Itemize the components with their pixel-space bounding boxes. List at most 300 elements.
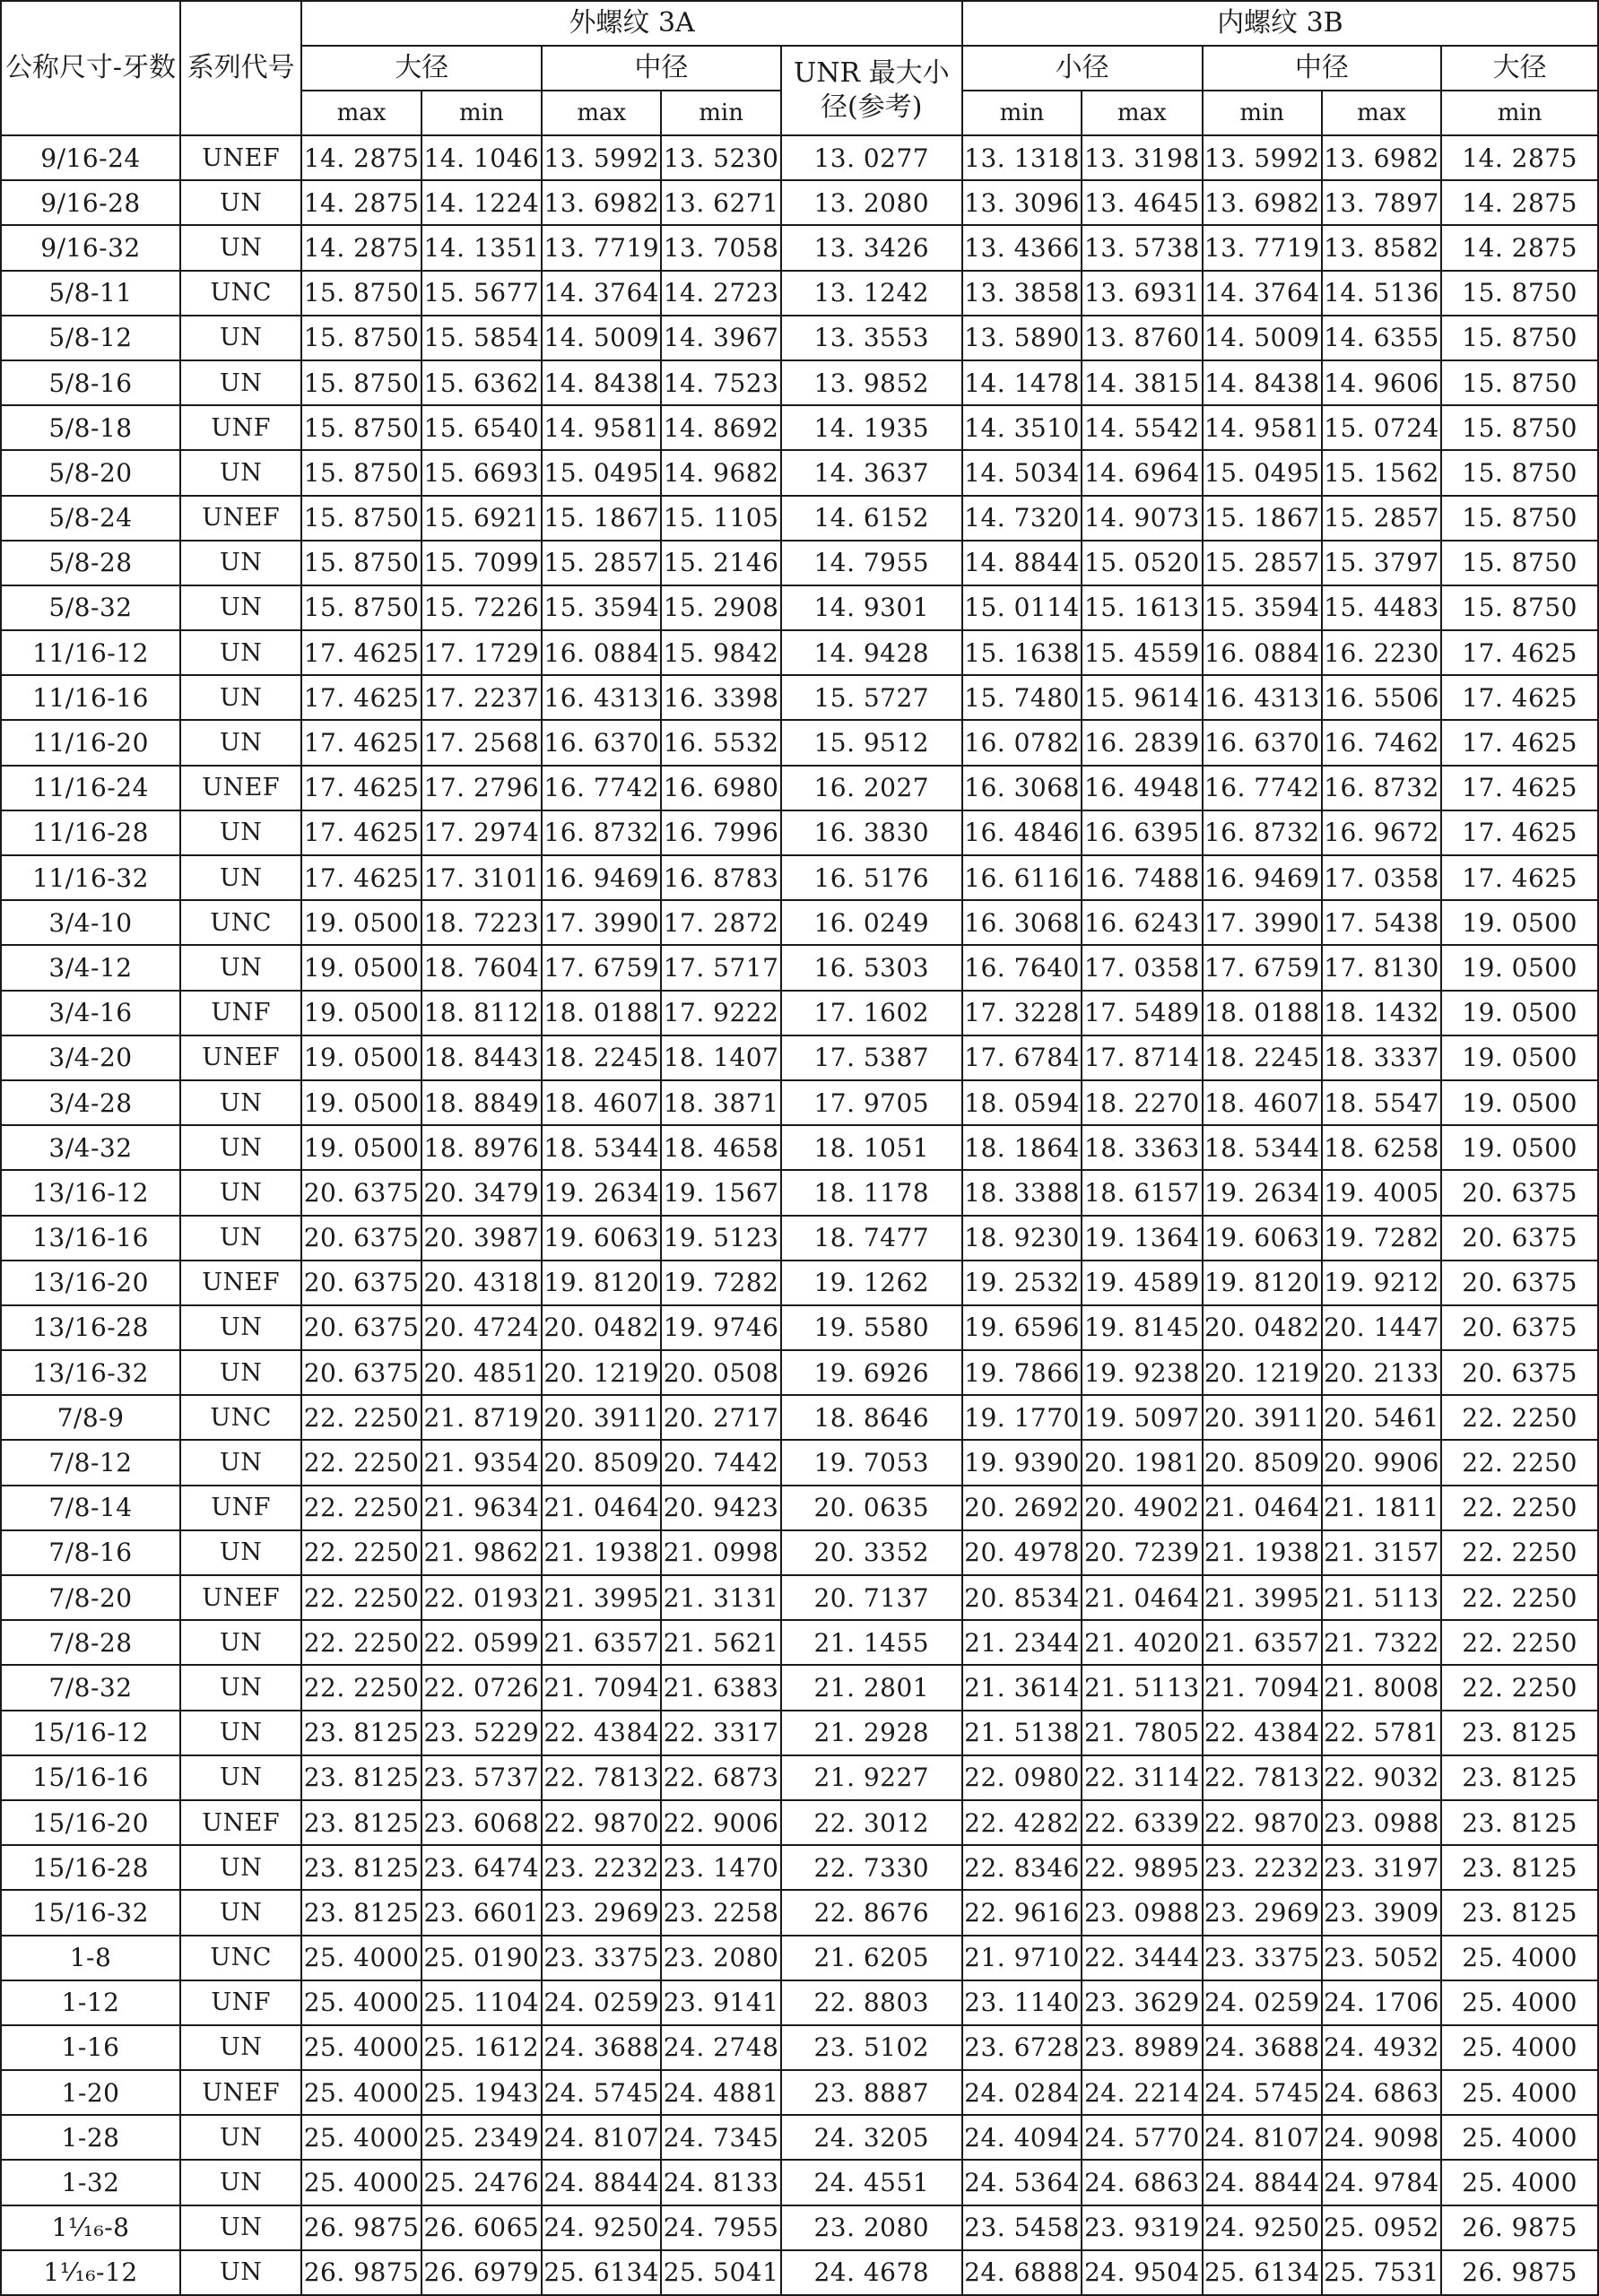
cell-int-pitch-max: 14. 5136 [1322,271,1441,316]
cell-unr-minor-max: 17. 5387 [781,1035,962,1080]
cell-int-minor-max: 24. 5770 [1082,2115,1202,2160]
cell-int-minor-max: 21. 5113 [1082,1665,1202,1710]
cell-ext-major-max: 15. 8750 [301,450,421,495]
cell-int-major-min: 20. 6375 [1441,1261,1598,1305]
cell-int-minor-max: 24. 9504 [1082,2250,1202,2295]
table-row [1,766,1598,810]
cell-int-pitch-min: 15. 0495 [1203,450,1322,495]
cell-int-pitch-max: 20. 9906 [1322,1440,1441,1485]
cell-ext-pitch-min: 15. 2908 [661,585,780,630]
cell-ext-major-min: 18. 8112 [421,991,542,1035]
cell-ext-pitch-min: 20. 9423 [661,1486,780,1530]
cell-int-major-min: 15. 8750 [1441,585,1598,630]
cell-int-pitch-max: 15. 4483 [1322,585,1441,630]
cell-ext-major-min: 26. 6979 [421,2250,542,2295]
table-row [1,135,1598,180]
cell-int-pitch-max: 13. 8582 [1322,225,1441,270]
cell-nominal-size: 15/16-16 [1,1755,180,1800]
cell-series: UN [180,1170,301,1215]
cell-series: UN [180,541,301,585]
table-row [1,1395,1598,1440]
cell-int-pitch-max: 21. 7322 [1322,1620,1441,1665]
cell-int-pitch-max: 20. 5461 [1322,1395,1441,1440]
cell-int-minor-min: 21. 2344 [962,1620,1082,1665]
cell-unr-minor-max: 22. 8676 [781,1890,962,1935]
cell-int-major-min: 14. 2875 [1441,135,1598,180]
cell-int-minor-min: 18. 3388 [962,1170,1082,1215]
cell-int-pitch-max: 15. 1562 [1322,450,1441,495]
table-row [1,2160,1598,2205]
cell-int-minor-max: 19. 1364 [1082,1216,1202,1261]
cell-unr-minor-max: 14. 7955 [781,541,962,585]
cell-nominal-size: 13/16-12 [1,1170,180,1215]
cell-series: UN [180,855,301,900]
cell-int-pitch-min: 23. 3375 [1203,1936,1322,1980]
cell-int-pitch-max: 24. 9098 [1322,2115,1441,2160]
cell-int-minor-max: 19. 5097 [1082,1395,1202,1440]
cell-series: UN [180,1755,301,1800]
cell-ext-major-max: 15. 8750 [301,541,421,585]
cell-nominal-size: 7/8-16 [1,1530,180,1575]
cell-int-pitch-min: 16. 4313 [1203,675,1322,720]
cell-int-pitch-max: 17. 8130 [1322,945,1441,990]
cell-int-minor-max: 13. 5738 [1082,225,1202,270]
cell-nominal-size: 5/8-20 [1,450,180,495]
cell-ext-major-min: 22. 0599 [421,1620,542,1665]
table-row [1,1890,1598,1935]
cell-int-minor-max: 21. 0464 [1082,1575,1202,1620]
cell-int-minor-min: 16. 0782 [962,720,1082,765]
cell-int-pitch-min: 24. 3688 [1203,2025,1322,2070]
table-row [1,180,1598,225]
cell-int-major-min: 25. 4000 [1441,2070,1598,2115]
table-row [1,1350,1598,1395]
cell-ext-major-max: 23. 8125 [301,1845,421,1890]
cell-ext-pitch-max: 24. 5745 [542,2070,661,2115]
cell-int-pitch-min: 24. 0259 [1203,1980,1322,2025]
cell-int-major-min: 22. 2250 [1441,1620,1598,1665]
cell-int-minor-max: 22. 6339 [1082,1800,1202,1845]
cell-unr-minor-max: 13. 0277 [781,135,962,180]
cell-int-minor-min: 14. 1478 [962,360,1082,405]
cell-nominal-size: 11/16-20 [1,720,180,765]
cell-int-pitch-max: 23. 0988 [1322,1800,1441,1845]
table-row [1,450,1598,495]
cell-int-minor-max: 20. 7239 [1082,1530,1202,1575]
cell-ext-pitch-max: 16. 9469 [542,855,661,900]
cell-int-pitch-max: 14. 9606 [1322,360,1441,405]
cell-unr-minor-max: 19. 7053 [781,1440,962,1485]
cell-int-minor-max: 16. 4948 [1082,766,1202,810]
cell-ext-major-min: 21. 9354 [421,1440,542,1485]
cell-int-minor-max: 20. 4902 [1082,1486,1202,1530]
header-int-major-diameter: 大径 [1441,46,1598,91]
table-row [1,1620,1598,1665]
cell-int-minor-min: 13. 3096 [962,180,1082,225]
cell-ext-major-max: 26. 9875 [301,2250,421,2295]
cell-ext-pitch-min: 14. 3967 [661,316,780,360]
cell-nominal-size: 13/16-16 [1,1216,180,1261]
table-row [1,1800,1598,1845]
cell-series: UNF [180,1980,301,2025]
cell-ext-pitch-min: 17. 2872 [661,900,780,945]
cell-int-minor-max: 13. 4645 [1082,180,1202,225]
cell-ext-major-min: 21. 8719 [421,1395,542,1440]
cell-int-minor-min: 22. 4282 [962,1800,1082,1845]
cell-int-minor-min: 18. 1864 [962,1125,1082,1170]
cell-int-major-min: 19. 0500 [1441,945,1598,990]
cell-ext-pitch-min: 21. 6383 [661,1665,780,1710]
table-row [1,1440,1598,1485]
table-row [1,1170,1598,1215]
cell-ext-pitch-max: 13. 5992 [542,135,661,180]
cell-unr-minor-max: 19. 1262 [781,1261,962,1305]
cell-nominal-size: 5/8-16 [1,360,180,405]
cell-int-minor-max: 23. 9319 [1082,2205,1202,2250]
header-int-minor-diameter: 小径 [962,46,1203,91]
cell-int-minor-max: 19. 8145 [1082,1305,1202,1350]
table-row [1,1755,1598,1800]
cell-ext-pitch-max: 16. 6370 [542,720,661,765]
header-ext-major-diameter: 大径 [301,46,542,91]
cell-int-minor-max: 19. 9238 [1082,1350,1202,1395]
cell-ext-major-max: 23. 8125 [301,1800,421,1845]
cell-ext-major-min: 15. 6921 [421,496,542,541]
cell-int-pitch-min: 14. 8438 [1203,360,1322,405]
cell-int-pitch-max: 15. 3797 [1322,541,1441,585]
cell-ext-major-min: 14. 1351 [421,225,542,270]
cell-ext-major-min: 23. 6601 [421,1890,542,1935]
cell-nominal-size: 15/16-32 [1,1890,180,1935]
header-series: 系列代号 [180,1,301,135]
cell-ext-pitch-min: 25. 5041 [661,2250,780,2295]
cell-int-minor-max: 22. 3114 [1082,1755,1202,1800]
cell-int-pitch-min: 21. 3995 [1203,1575,1322,1620]
cell-nominal-size: 5/8-12 [1,316,180,360]
cell-series: UN [180,1440,301,1485]
cell-int-major-min: 22. 2250 [1441,1665,1598,1710]
cell-unr-minor-max: 21. 2928 [781,1711,962,1755]
cell-int-minor-min: 15. 0114 [962,585,1082,630]
cell-ext-major-min: 17. 3101 [421,855,542,900]
cell-ext-major-max: 14. 2875 [301,225,421,270]
cell-int-pitch-min: 19. 8120 [1203,1261,1322,1305]
cell-int-pitch-max: 16. 5506 [1322,675,1441,720]
table-row [1,1035,1598,1080]
cell-ext-major-max: 20. 6375 [301,1350,421,1395]
cell-ext-pitch-max: 16. 0884 [542,630,661,675]
cell-ext-pitch-max: 16. 4313 [542,675,661,720]
cell-ext-pitch-min: 18. 3871 [661,1080,780,1125]
cell-int-pitch-min: 14. 3764 [1203,271,1322,316]
cell-ext-major-min: 15. 5854 [421,316,542,360]
cell-unr-minor-max: 16. 0249 [781,900,962,945]
cell-int-pitch-max: 23. 3909 [1322,1890,1441,1935]
cell-int-minor-min: 18. 0594 [962,1080,1082,1125]
cell-ext-major-min: 20. 4724 [421,1305,542,1350]
cell-series: UNEF [180,1035,301,1080]
cell-ext-major-max: 15. 8750 [301,360,421,405]
cell-int-major-min: 17. 4625 [1441,766,1598,810]
cell-int-pitch-min: 19. 2634 [1203,1170,1322,1215]
cell-ext-major-max: 17. 4625 [301,630,421,675]
table-row [1,2070,1598,2115]
cell-int-major-min: 22. 2250 [1441,1486,1598,1530]
header-ext-pitch-diameter: 中径 [542,46,781,91]
header-ext-major-max: max [301,91,421,135]
cell-ext-major-max: 15. 8750 [301,496,421,541]
cell-ext-major-max: 17. 4625 [301,855,421,900]
cell-ext-pitch-max: 25. 6134 [542,2250,661,2295]
cell-unr-minor-max: 14. 9428 [781,630,962,675]
cell-int-pitch-min: 15. 1867 [1203,496,1322,541]
cell-ext-major-min: 17. 2568 [421,720,542,765]
cell-unr-minor-max: 22. 7330 [781,1845,962,1890]
cell-ext-major-max: 23. 8125 [301,1755,421,1800]
cell-int-pitch-max: 13. 7897 [1322,180,1441,225]
cell-ext-pitch-max: 19. 8120 [542,1261,661,1305]
cell-int-major-min: 19. 0500 [1441,900,1598,945]
cell-int-pitch-max: 25. 0952 [1322,2205,1441,2250]
cell-ext-pitch-min: 24. 7955 [661,2205,780,2250]
cell-ext-pitch-min: 22. 3317 [661,1711,780,1755]
cell-int-pitch-min: 14. 9581 [1203,405,1322,450]
cell-series: UN [180,2160,301,2205]
cell-int-major-min: 25. 4000 [1441,2160,1598,2205]
cell-unr-minor-max: 13. 2080 [781,180,962,225]
cell-int-minor-min: 13. 5890 [962,316,1082,360]
cell-int-minor-min: 23. 6728 [962,2025,1082,2070]
cell-unr-minor-max: 13. 3553 [781,316,962,360]
cell-ext-major-min: 20. 3987 [421,1216,542,1261]
cell-int-pitch-max: 22. 5781 [1322,1711,1441,1755]
cell-int-major-min: 19. 0500 [1441,1125,1598,1170]
cell-nominal-size: 1-28 [1,2115,180,2160]
cell-ext-pitch-max: 21. 6357 [542,1620,661,1665]
cell-ext-pitch-max: 24. 0259 [542,1980,661,2025]
cell-ext-major-min: 25. 1943 [421,2070,542,2115]
cell-int-pitch-min: 16. 8732 [1203,810,1322,855]
table-row [1,720,1598,765]
cell-int-pitch-min: 24. 9250 [1203,2205,1322,2250]
header-nominal-size: 公称尺寸-牙数 [1,1,180,135]
table-row [1,991,1598,1035]
cell-ext-pitch-max: 18. 5344 [542,1125,661,1170]
cell-ext-major-min: 20. 4318 [421,1261,542,1305]
cell-series: UN [180,810,301,855]
cell-int-pitch-max: 23. 5052 [1322,1936,1441,1980]
table-row [1,1575,1598,1620]
cell-int-minor-min: 13. 1318 [962,135,1082,180]
cell-int-major-min: 22. 2250 [1441,1440,1598,1485]
cell-series: UNF [180,1486,301,1530]
cell-int-pitch-max: 16. 2230 [1322,630,1441,675]
cell-int-major-min: 23. 8125 [1441,1845,1598,1890]
cell-int-minor-max: 24. 2214 [1082,2070,1202,2115]
cell-ext-major-max: 20. 6375 [301,1216,421,1261]
cell-int-minor-min: 19. 7866 [962,1350,1082,1395]
table-row [1,271,1598,316]
cell-nominal-size: 3/4-12 [1,945,180,990]
header-int-pitch-max: max [1322,91,1441,135]
cell-ext-major-max: 19. 0500 [301,1125,421,1170]
cell-int-pitch-min: 22. 9870 [1203,1800,1322,1845]
cell-series: UNEF [180,135,301,180]
cell-nominal-size: 15/16-12 [1,1711,180,1755]
cell-int-minor-min: 22. 8346 [962,1845,1082,1890]
cell-int-major-min: 15. 8750 [1441,541,1598,585]
cell-ext-major-max: 23. 8125 [301,1711,421,1755]
cell-int-pitch-max: 17. 5438 [1322,900,1441,945]
header-int-major-min: min [1441,91,1598,135]
cell-int-minor-min: 19. 9390 [962,1440,1082,1485]
cell-int-minor-min: 20. 4978 [962,1530,1082,1575]
cell-int-minor-min: 16. 4846 [962,810,1082,855]
cell-int-pitch-min: 21. 7094 [1203,1665,1322,1710]
cell-series: UN [180,1711,301,1755]
cell-ext-pitch-min: 13. 7058 [661,225,780,270]
header-external-thread: 外螺纹 3A [301,1,961,46]
cell-int-major-min: 20. 6375 [1441,1305,1598,1350]
cell-int-major-min: 17. 4625 [1441,675,1598,720]
cell-unr-minor-max: 18. 1051 [781,1125,962,1170]
cell-unr-minor-max: 21. 1455 [781,1620,962,1665]
cell-ext-pitch-max: 20. 3911 [542,1395,661,1440]
cell-unr-minor-max: 23. 8887 [781,2070,962,2115]
table-row [1,945,1598,990]
cell-int-major-min: 25. 4000 [1441,1980,1598,2025]
cell-int-minor-max: 15. 0520 [1082,541,1202,585]
cell-int-pitch-max: 18. 3337 [1322,1035,1441,1080]
cell-int-minor-min: 14. 3510 [962,405,1082,450]
cell-series: UNC [180,900,301,945]
cell-ext-pitch-max: 19. 2634 [542,1170,661,1215]
cell-nominal-size: 3/4-32 [1,1125,180,1170]
cell-int-pitch-max: 21. 1811 [1322,1486,1441,1530]
cell-int-minor-min: 13. 4366 [962,225,1082,270]
cell-int-pitch-max: 16. 7462 [1322,720,1441,765]
cell-ext-major-min: 21. 9634 [421,1486,542,1530]
cell-int-minor-max: 15. 4559 [1082,630,1202,675]
table-row [1,225,1598,270]
cell-int-major-min: 26. 9875 [1441,2250,1598,2295]
cell-int-minor-min: 24. 6888 [962,2250,1082,2295]
cell-int-minor-max: 14. 9073 [1082,496,1202,541]
cell-ext-major-max: 15. 8750 [301,271,421,316]
cell-ext-major-max: 17. 4625 [301,675,421,720]
cell-ext-major-min: 18. 8849 [421,1080,542,1125]
cell-unr-minor-max: 18. 7477 [781,1216,962,1261]
cell-unr-minor-max: 18. 1178 [781,1170,962,1215]
cell-int-minor-min: 16. 3068 [962,900,1082,945]
cell-int-minor-min: 21. 3614 [962,1665,1082,1710]
cell-ext-pitch-min: 14. 9682 [661,450,780,495]
cell-int-pitch-max: 25. 7531 [1322,2250,1441,2295]
cell-ext-pitch-max: 13. 7719 [542,225,661,270]
cell-ext-pitch-min: 18. 4658 [661,1125,780,1170]
cell-series: UNEF [180,1575,301,1620]
table-row [1,1305,1598,1350]
cell-ext-major-max: 20. 6375 [301,1305,421,1350]
cell-ext-major-min: 25. 2349 [421,2115,542,2160]
cell-ext-major-max: 19. 0500 [301,991,421,1035]
cell-series: UN [180,630,301,675]
cell-ext-pitch-min: 23. 2258 [661,1890,780,1935]
cell-int-minor-min: 24. 4094 [962,2115,1082,2160]
cell-series: UNF [180,405,301,450]
cell-ext-major-min: 17. 2237 [421,675,542,720]
cell-series: UN [180,450,301,495]
cell-int-minor-max: 17. 8714 [1082,1035,1202,1080]
cell-ext-pitch-min: 19. 7282 [661,1261,780,1305]
cell-ext-pitch-max: 22. 4384 [542,1711,661,1755]
cell-int-minor-max: 20. 1981 [1082,1440,1202,1485]
cell-nominal-size: 9/16-32 [1,225,180,270]
table-row [1,585,1598,630]
cell-int-minor-max: 24. 6863 [1082,2160,1202,2205]
cell-int-major-min: 14. 2875 [1441,180,1598,225]
cell-ext-pitch-min: 19. 9746 [661,1305,780,1350]
cell-series: UN [180,1620,301,1665]
cell-ext-pitch-max: 23. 3375 [542,1936,661,1980]
cell-ext-pitch-min: 14. 2723 [661,271,780,316]
cell-unr-minor-max: 17. 9705 [781,1080,962,1125]
cell-ext-major-max: 22. 2250 [301,1620,421,1665]
cell-series: UN [180,585,301,630]
cell-int-minor-max: 21. 7805 [1082,1711,1202,1755]
cell-ext-pitch-min: 21. 0998 [661,1530,780,1575]
cell-series: UN [180,316,301,360]
table-header [1,1,1598,135]
cell-nominal-size: 13/16-20 [1,1261,180,1305]
cell-int-pitch-min: 18. 0188 [1203,991,1322,1035]
cell-unr-minor-max: 15. 9512 [781,720,962,765]
cell-unr-minor-max: 16. 5176 [781,855,962,900]
cell-unr-minor-max: 21. 9227 [781,1755,962,1800]
cell-int-pitch-max: 19. 9212 [1322,1261,1441,1305]
cell-int-major-min: 15. 8750 [1441,360,1598,405]
cell-series: UN [180,180,301,225]
header-int-minor-min: min [962,91,1082,135]
cell-unr-minor-max: 21. 6205 [781,1936,962,1980]
cell-ext-major-min: 15. 5677 [421,271,542,316]
cell-int-major-min: 25. 4000 [1441,2115,1598,2160]
cell-int-major-min: 23. 8125 [1441,1800,1598,1845]
cell-int-minor-max: 13. 8760 [1082,316,1202,360]
header-ext-pitch-max: max [542,91,661,135]
table-row [1,900,1598,945]
cell-unr-minor-max: 23. 2080 [781,2205,962,2250]
cell-series: UN [180,1216,301,1261]
cell-ext-major-max: 19. 0500 [301,945,421,990]
cell-nominal-size: 7/8-9 [1,1395,180,1440]
cell-int-major-min: 15. 8750 [1441,271,1598,316]
cell-ext-pitch-max: 18. 0188 [542,991,661,1035]
cell-ext-pitch-max: 23. 2969 [542,1890,661,1935]
cell-int-major-min: 15. 8750 [1441,450,1598,495]
cell-series: UN [180,225,301,270]
cell-int-minor-min: 13. 3858 [962,271,1082,316]
cell-series: UNEF [180,2070,301,2115]
cell-int-major-min: 23. 8125 [1441,1711,1598,1755]
cell-ext-pitch-max: 14. 5009 [542,316,661,360]
cell-int-pitch-min: 14. 5009 [1203,316,1322,360]
cell-series: UN [180,1845,301,1890]
cell-ext-pitch-min: 16. 6980 [661,766,780,810]
cell-int-pitch-min: 22. 7813 [1203,1755,1322,1800]
cell-int-pitch-min: 13. 7719 [1203,225,1322,270]
cell-ext-major-max: 20. 6375 [301,1261,421,1305]
